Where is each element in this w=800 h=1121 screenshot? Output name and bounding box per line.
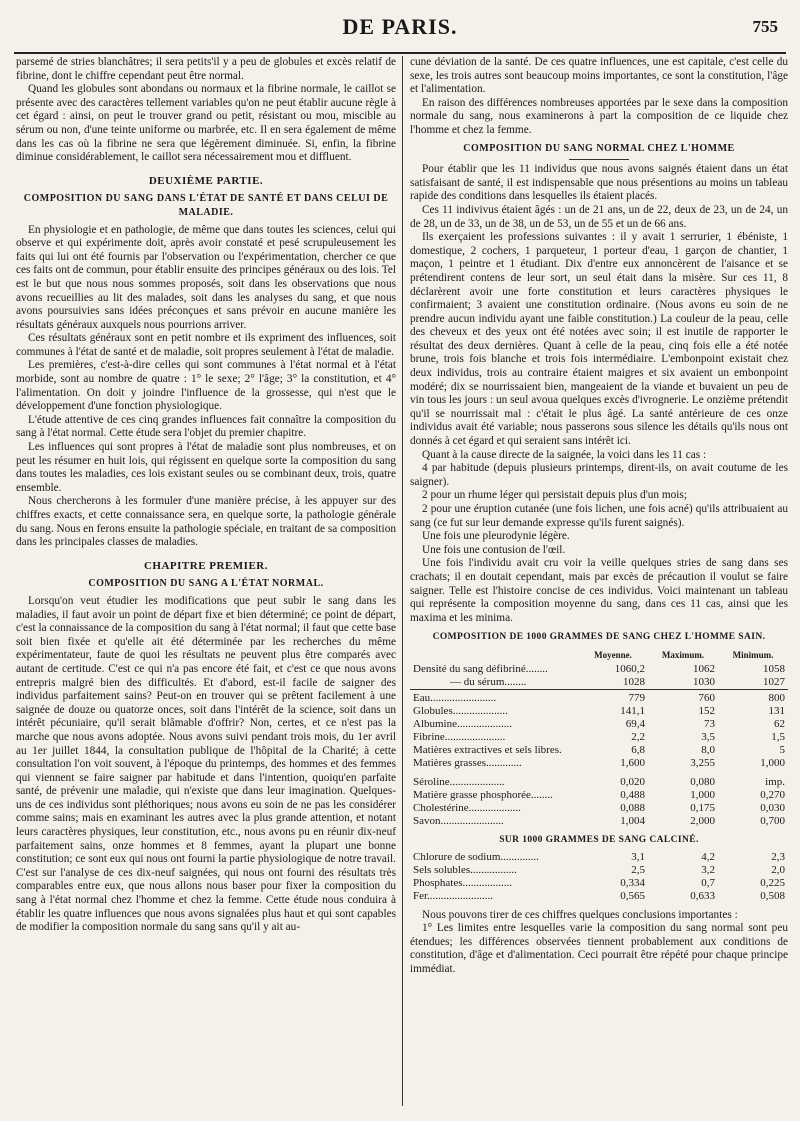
- column-header: Maximum.: [661, 649, 705, 660]
- column-header: Moyenne.: [594, 649, 632, 660]
- paragraph: Ces 11 indivivus étaient âgés : un de 21 ans, un de 22, deux de 23, un de 24, un de 28, un de 33, un de 38, un de 53, un de 55 et un de 66 ans.: [410, 203, 788, 230]
- header-rule: [14, 52, 786, 54]
- table-row: Fer........................ 0,565 0,633 0,508: [413, 889, 785, 902]
- page-number: 755: [752, 17, 778, 36]
- table-row: Phosphates.................. 0,334 0,7 0,225: [413, 876, 785, 889]
- list-item: 2 pour une éruption cutanée (une fois lichen, une fois acné) qu'ils attribuaient au sang (ce fut sur leur demande expresse qu'ils furent saignés).: [410, 503, 788, 529]
- list-item: Une fois une pleurodynie légère.: [422, 530, 570, 543]
- calcined-table: [410, 851, 788, 903]
- table-row: Savon....................... 1,004 2,000 0,700: [413, 814, 785, 827]
- table-row: Eau........................ 779 760 800: [413, 691, 785, 704]
- heading-rule: [569, 159, 629, 160]
- table-row: Densité du sang défibriné........ 1060,2 1062 1058: [413, 662, 785, 675]
- table-row: Séroline.................... 0,020 0,080 imp.: [413, 775, 785, 788]
- paragraph: En physiologie et en pathologie, de même que dans toutes les sciences, celui qui observe et qui expérimente doit, après avoir constaté et pesé scrupuleusement les faits qui lui ont été fournis par l'observation ou l'expérimentation, chercher ce que ces faits ont de commun, pour établir ensuite des principes généraux ou des lois. Tel est le but que nous nous sommes proposés, soit dans les observations que nous avons recueillies au lit des malades, soit dans les analyses du sang, et que nous avons poursuivies sans idées préconçues et sans prévoir en aucune manière les résultats généraux auxquels nous pourrions arriver.: [16, 223, 396, 331]
- part-subheading: COMPOSITION DU SANG DANS L'ÉTAT DE SANTÉ ET DANS CELUI DE MALADIE.: [23, 193, 389, 218]
- table-title: SUR 1000 GRAMMES DE SANG CALCINÉ.: [499, 834, 699, 845]
- section-heading: COMPOSITION DU SANG NORMAL CHEZ L'HOMME: [463, 142, 735, 154]
- part-heading: DEUXIÈME PARTIE.: [148, 174, 264, 187]
- left-column: [16, 56, 396, 935]
- composition-table: [410, 648, 788, 828]
- table-row: Matières grasses............. 1,600 3,255 1,000: [413, 756, 785, 769]
- paragraph: Pour établir que les 11 individus que nous avons saignés étaient dans un état satisfaisant de santé, il est indispensable que nous présentions au moins un tableau rapide des conditions dans lesquelles ils étaient placés.: [410, 163, 788, 203]
- paragraph: Ces résultats généraux sont en petit nombre et ils expriment des influences, soit communes à l'état de santé et de maladie, soit propres seulement à l'état de maladie.: [16, 332, 396, 358]
- list-item: 2 pour un rhume léger qui persistait depuis plus d'un mois;: [422, 489, 687, 502]
- paragraph: parsemé de stries blanchâtres; il sera petits'il y a peu de globules et excès relatif de fibrine, dont le chiffre cependant peut être normal.: [16, 56, 396, 82]
- table-row: Globules.................... 141,1 152 131: [413, 704, 785, 717]
- paragraph: 1° Les limites entre lesquelles varie la composition du sang normal sont peu étendues; les différences observées tiennent probablement aux conditions de constitution, d'âge et d'alimentation. Ceci pourrait être répété pour chaque principe immédiat.: [410, 922, 788, 975]
- paragraph: Lorsqu'on veut étudier les modifications que peut subir le sang dans les maladies, il faut avoir un point de départ fixe et bien déterminé; ce point de départ, c'est la connaissance de la composition du sang à l'état normal; il faut que cette base soit bien fixée et qu'elle ait été déterminée par les recherches du même expérimentateur, faute de quoi les résultats ne peuvent plus être comparés avec autant de certitude. C'est ce qui n'a pas encore été fait, et c'est ce que nous avons entrepris malgré bien des difficultés. Et d'abord, est-il facile de saigner des individus parfaitement sains? Peut-on en trouver qui se prêtent facilement à une saignée de douze ou quatorze onces, soit dans l'intérêt de la science, soit dans un intérêt pécuniaire, qu'il serait blâmable d'offrir? Non, certes, et ce n'est pas la marche que nous avons adoptée. Nous avons suivi pendant trois mois, du 1er avril au 1er juillet 1844, la consultation publique de l'hôpital de la Charité; à cette consultation l'on voit souvent, à l'époque du printemps, des hommes et des femmes qui viennent se faire saigner par habitude et dans l'intention, quoiqu'en parfaite santé, de prévenir une maladie, qui n'existe que dans leur imagination. Quelques-uns de ces individus sont pléthoriques; nous avons eu soin de ne pas les considérer comme sains; mais en examinant les autres avec la plus grande attention, et notant leurs caractères physiques, leur constitution, etc., nous avons pu en réunir dix-neuf parfaitement sains, onze hommes et 8 femmes, ayant la plupart une bonne constitution; ce sont eux qui nous ont fourni la partie physiologique de notre travail. C'est sur l'analyse de ces dix-neuf saignées, qui nous ont fourni des résultats très comparables entre eux, que nous allons nous baser pour fixer la composition du sang à l'état normal chez l'homme et chez la femme. Cette étude nous conduira à établir les quatre influences que nous avons signalées plus haut et qui sont capables de modifier la composition normale du sang sans qu'il y ait au-: [16, 594, 396, 934]
- paragraph: Nous chercherons à les formuler d'une manière précise, à les appuyer sur des chiffres exacts, et cette connaissance sera, en quelque sorte, la pathologie générale du sang. Nous en ferons ensuite la pathologie spéciale, en traitant de sa composition dans les principales classes de maladies.: [16, 495, 396, 549]
- table-row: Matières extractives et sels libres. 6,8 8,0 5: [413, 743, 785, 756]
- right-column: [410, 56, 788, 977]
- paragraph: Quant à la cause directe de la saignée, la voici dans les 11 cas :: [422, 448, 707, 461]
- paragraph: Les influences qui sont propres à l'état de maladie sont plus nombreuses, et on peut les résumer en huit lois, qui régissent en quelque sorte la composition du sang dans toutes les maladies, ces lois existant seules ou se combinant deux, trois, quatre ensemble.: [16, 441, 396, 494]
- table-row: Matière grasse phosphorée........ 0,488 1,000 0,270: [413, 788, 785, 801]
- column-divider: [402, 56, 403, 1106]
- paragraph: L'étude attentive de ces cinq grandes influences fait connaître la composition du sang à l'état normal. Cette étude sera l'objet du premier chapitre.: [16, 413, 396, 440]
- list-item: 4 par habitude (depuis plusieurs printemps, dirent-ils, on avait coutume de les saigner).: [410, 462, 788, 488]
- table-row: Albumine.................... 69,4 73 62: [413, 717, 785, 730]
- paragraph: Ils exerçaient les professions suivantes : il y avait 1 serrurier, 1 ébéniste, 1 domestique, 2 cochers, 1 parqueteur, 1 porteur d'eau, 1 garçon de chantier, 1 maçon, 1 peintre et 1 étudiant. Dix d'entre eux annoncèrent de l'aisance et se prétendirent contens de leur sort, un seul était dans la misère. Sur ces 11, 8 déclarèrent avoir une forte constitution et leurs caractères physiques le confirmaient; 3 avaient une constitution ordinaire. (Nous avons eu soin de ne prendre aucun individu ayant une faible constitution.) La couleur de la peau, celle des cheveux et des yeux ont été notées avec soin; il est inutile de rapporter le résultat des deux dernières. Quant à celle de la peau, cinq fois elle a été notée brune, trois fois blanche et trois fois intermédiaire. L'embonpoint existait chez deux individus, trois au contraire étaient maigres et six avaient un embonpoint modéré; dix se nourrissaient bien, mangeaient de la viande et buvaient un peu de vin tous les jours : un seul avoua quelques excès d'ivrognerie. Le onzième prétendit qu'il se nourrissait mal : c'était le plus âgé. La santé antérieure de ces onze individus avait été variable; nous passerons sous silence les détails qu'ils nous ont donnés à cet égard et qui seraient sans intérêt ici.: [410, 231, 788, 448]
- table-row: Sels solubles................. 2,5 3,2 2,0: [413, 863, 785, 876]
- table-row: Chlorure de sodium.............. 3,1 4,2 2,3: [413, 850, 785, 863]
- paragraph: cune déviation de la santé. De ces quatre influences, une est capitale, c'est celle du sexe, les trois autres sont beaucoup moins importantes, ce sont la constitution, l'âge et l'alimentation.: [410, 56, 788, 96]
- page-header: [0, 0, 800, 42]
- paragraph: Une fois l'individu avait cru voir la veille quelques stries de sang dans ses crachats; il en doutait cependant, mais par excès de précaution il voulut se faire saigner. Telle est l'histoire concise de ces individus. Voici maintenant un tableau qui représente la composition moyenne du sang, dans ces 11 cas, ainsi que les maxima et les minima.: [410, 557, 788, 624]
- chapter-subheading: COMPOSITION DU SANG A L'ÉTAT NORMAL.: [88, 578, 324, 590]
- chapter-heading: CHAPITRE PREMIER.: [143, 559, 268, 572]
- table-row: — du sérum........ 1028 1030 1027: [450, 675, 785, 688]
- paragraph: Quand les globules sont abondans ou normaux et la fibrine normale, le caillot se présente avec des caractères tellement variables qu'on ne peut établir aucune règle à cet égard : ainsi, on peut le trouver grand ou petit, résistant ou mou, miscible au sérum ou non, d'une teinte uniforme ou marbrée, etc. Il en sera également de même dans les cas où la fibrine ne sera que légèrement diminuée. Si, enfin, la fibrine diminue considérablement, le caillot sera nécessairement mou et diffluent.: [16, 83, 396, 164]
- running-title: DE PARIS.: [342, 14, 458, 39]
- table-title: COMPOSITION DE 1000 GRAMMES DE SANG CHEZ L'HOMME SAIN.: [432, 632, 766, 643]
- paragraph: Nous pouvons tirer de ces chiffres quelques conclusions importantes :: [422, 908, 738, 921]
- paragraph: Les premières, c'est-à-dire celles qui sont communes à l'état normal et à l'état morbide, sont au nombre de quatre : 1° le sexe; 2° l'âge; 3° la constitution, et 4° l'alimentation. On doit y joindre l'influence de la grossesse, qui n'est que le développement d'une fonction physiologique.: [16, 359, 396, 413]
- column-header: Minimum.: [732, 649, 774, 660]
- table-row: Fibrine...................... 2,2 3,5 1,5: [413, 730, 785, 743]
- table-row: Cholestérine................... 0,088 0,175 0,030: [413, 801, 785, 814]
- list-item: Une fois une contusion de l'œil.: [422, 543, 566, 556]
- paragraph: En raison des différences nombreuses apportées par le sexe dans la composition normale du sang, nous examinerons à part la composition de ce liquide chez l'homme et chez la femme.: [410, 96, 788, 136]
